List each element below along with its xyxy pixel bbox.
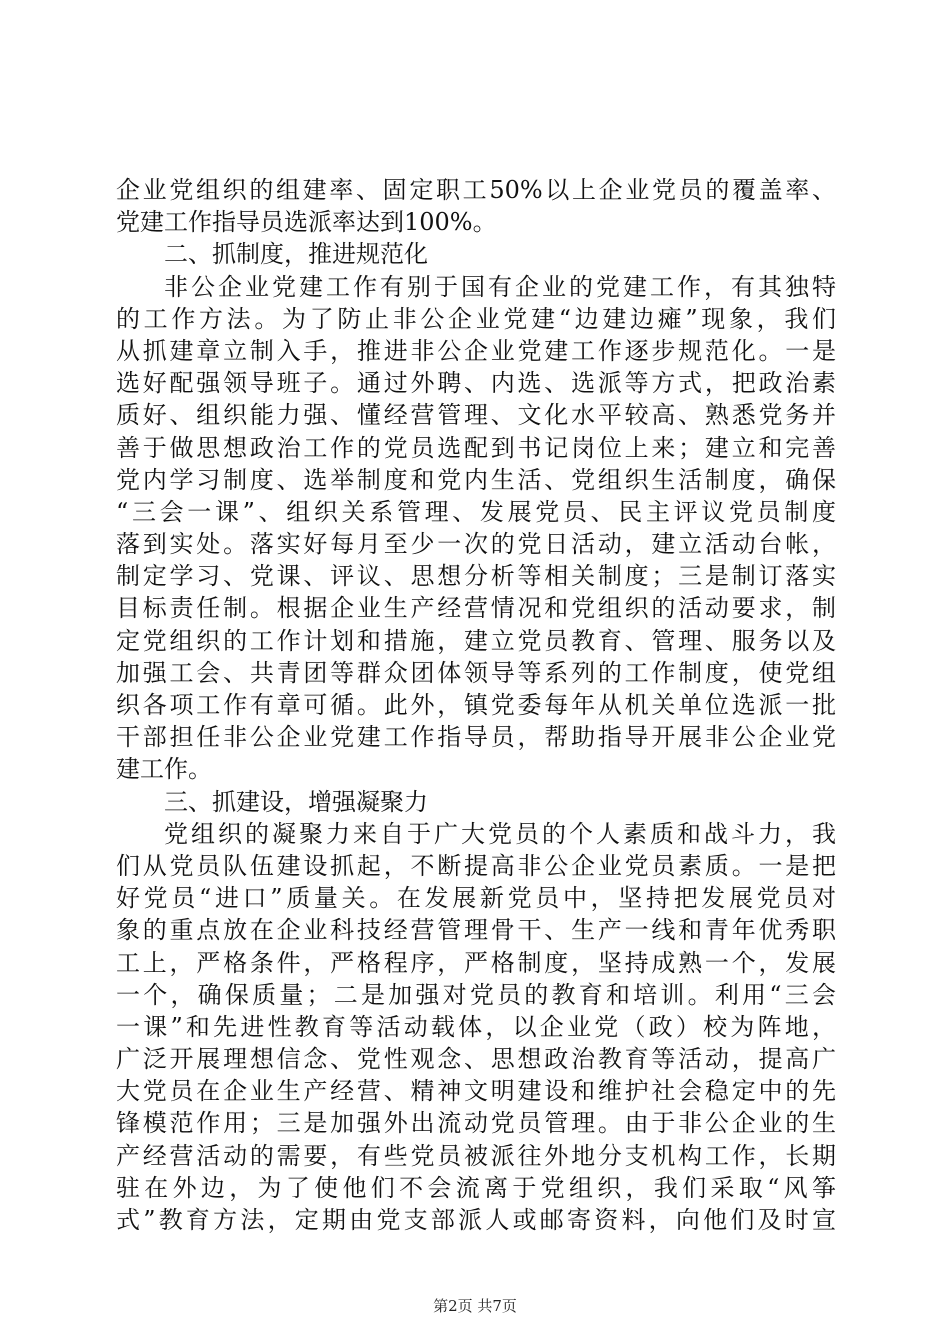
text-line: 选好配强领导班子。通过外聘、内选、选派等方式，把政治素 [116,369,836,398]
text-line: 锋模范作用；三是加强外出流动党员管理。由于非公企业的生 [116,1109,836,1138]
text-line: 加强工会、共青团等群众团体领导等系列的工作制度，使党组 [116,658,836,687]
text-line: 党内学习制度、选举制度和党内生活、党组织生活制度，确保 [116,465,836,494]
text-line: 们从党员队伍建设抓起，不断提高非公企业党员素质。一是把 [116,851,836,880]
text-line: 织各项工作有章可循。此外，镇党委每年从机关单位选派一批 [116,691,836,719]
text-line: 大党员在企业生产经营、精神文明建设和维护社会稳定中的先 [116,1077,836,1106]
text-line: “三会一课”、组织关系管理、发展党员、民主评议党员制度 [116,497,836,526]
text-line: 企业党组织的组建率、固定职工50%以上企业党员的覆盖率、 [116,176,836,204]
text-line: 的工作方法。为了防止非公企业党建“边建边瘫”现象，我们 [116,304,836,333]
text-line: 建工作。 [116,755,212,784]
text-line: 一课”和先进性教育等活动载体，以企业党（政）校为阵地， [116,1012,836,1041]
text-line: 质好、组织能力强、懂经营管理、文化水平较高、熟悉党务并 [116,401,836,430]
text-line: 非公企业党建工作有别于国有企业的党建工作，有其独特 [164,272,836,301]
text-line: 干部担任非公企业党建工作指导员，帮助指导开展非公企业党 [116,723,836,752]
text-line: 好党员“进口”质量关。在发展新党员中，坚持把发展党员对 [116,884,836,913]
text-line: 落到实处。落实好每月至少一次的党日活动，建立活动台帐， [116,530,836,559]
text-line: 善于做思想政治工作的党员选配到书记岗位上来；建立和完善 [116,433,836,462]
text-line: 制定学习、党课、评议、思想分析等相关制度；三是制订落实 [116,562,836,591]
text-line: 党组织的凝聚力来自于广大党员的个人素质和战斗力，我 [164,819,836,848]
text-line: 党建工作指导员选派率达到100%。 [116,208,497,237]
section-heading: 二、抓制度，推进规范化 [164,240,428,269]
text-line: 驻在外边，为了使他们不会流离于党组织，我们采取“风筝 [116,1173,836,1202]
text-line: 广泛开展理想信念、党性观念、思想政治教育等活动，提高广 [116,1045,836,1074]
text-line: 一个，确保质量；二是加强对党员的教育和培训。利用“三会 [116,980,836,1009]
text-line: 式”教育方法，定期由党支部派人或邮寄资料，向他们及时宣 [116,1206,836,1234]
document-body [116,174,836,1236]
text-line: 象的重点放在企业科技经营管理骨干、生产一线和青年优秀职 [116,916,836,945]
text-line: 从抓建章立制入手，推进非公企业党建工作逐步规范化。一是 [116,336,836,365]
text-line: 产经营活动的需要，有些党员被派往外地分支机构工作，长期 [116,1141,836,1170]
text-line: 目标责任制。根据企业生产经营情况和党组织的活动要求，制 [116,594,836,623]
text-line: 定党组织的工作计划和措施，建立党员教育、管理、服务以及 [116,626,836,655]
page-footer: 第2页 共7页 [433,1297,517,1315]
section-heading: 三、抓建设，增强凝聚力 [164,787,428,816]
text-line: 工上，严格条件，严格程序，严格制度，坚持成熟一个，发展 [116,948,836,977]
